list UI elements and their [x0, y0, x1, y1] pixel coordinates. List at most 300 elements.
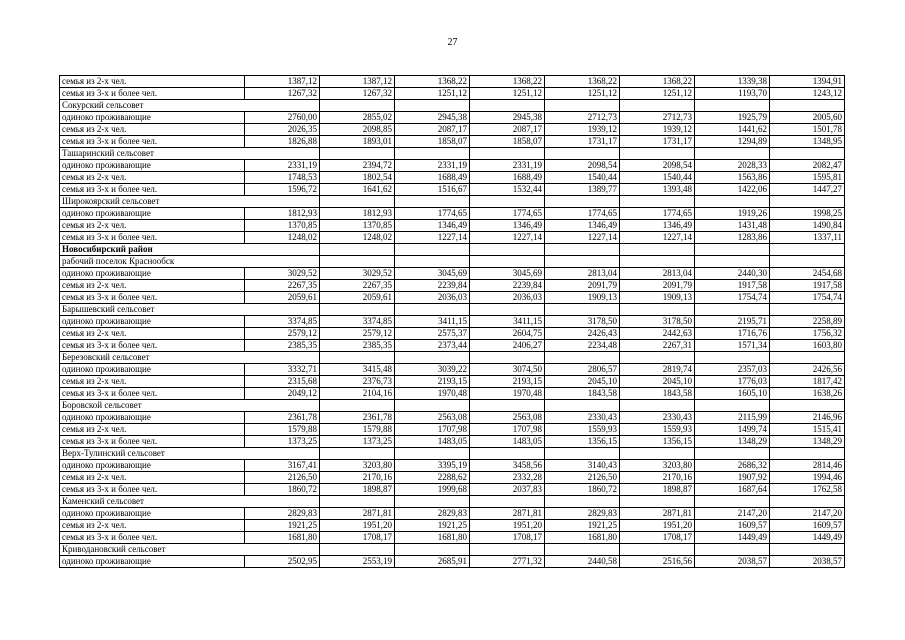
empty-cell — [470, 448, 545, 460]
value-cell: 2126,50 — [245, 472, 320, 484]
value-cell: 3395,19 — [395, 460, 470, 472]
empty-cell — [320, 304, 395, 316]
value-cell: 2829,83 — [395, 508, 470, 520]
empty-cell — [695, 100, 770, 112]
value-cell: 2288,62 — [395, 472, 470, 484]
value-cell: 2819,74 — [620, 364, 695, 376]
empty-cell — [770, 256, 845, 268]
table-row — [60, 484, 845, 496]
settlement-name: Ташаринский сельсовет — [60, 148, 245, 160]
empty-cell — [320, 100, 395, 112]
empty-cell — [245, 544, 320, 556]
empty-cell — [320, 544, 395, 556]
empty-cell — [620, 352, 695, 364]
household-category: одиноко проживающие — [60, 556, 245, 568]
empty-cell — [545, 196, 620, 208]
value-cell: 2813,04 — [545, 268, 620, 280]
value-cell: 2146,96 — [770, 412, 845, 424]
value-cell: 3411,15 — [470, 316, 545, 328]
value-cell: 1348,29 — [695, 436, 770, 448]
value-cell: 2126,50 — [545, 472, 620, 484]
value-cell: 2385,35 — [320, 340, 395, 352]
value-cell: 1688,49 — [470, 172, 545, 184]
value-cell: 1447,27 — [770, 184, 845, 196]
value-cell: 2579,12 — [245, 328, 320, 340]
value-cell: 1917,58 — [770, 280, 845, 292]
value-cell: 2331,19 — [245, 160, 320, 172]
empty-cell — [620, 304, 695, 316]
empty-cell — [620, 244, 695, 256]
household-category: семья из 2-х чел. — [60, 376, 245, 388]
empty-cell — [545, 256, 620, 268]
empty-cell — [545, 148, 620, 160]
settlement-header-row — [60, 100, 845, 112]
value-cell: 1776,03 — [695, 376, 770, 388]
household-category: одиноко проживающие — [60, 112, 245, 124]
value-cell: 2454,68 — [770, 268, 845, 280]
household-category: семья из 3-х и более чел. — [60, 292, 245, 304]
value-cell: 2553,19 — [320, 556, 395, 568]
empty-cell — [620, 256, 695, 268]
table-row — [60, 436, 845, 448]
value-cell: 2406,27 — [470, 340, 545, 352]
value-cell: 2814,46 — [770, 460, 845, 472]
value-cell: 2575,37 — [395, 328, 470, 340]
value-cell: 2760,00 — [245, 112, 320, 124]
value-cell: 2234,48 — [545, 340, 620, 352]
value-cell: 1283,86 — [695, 232, 770, 244]
empty-cell — [395, 100, 470, 112]
value-cell: 1774,65 — [470, 208, 545, 220]
settlement-name: Криводановский сельсовет — [60, 544, 245, 556]
empty-cell — [545, 400, 620, 412]
value-cell: 1515,41 — [770, 424, 845, 436]
value-cell: 3029,52 — [320, 268, 395, 280]
value-cell: 2813,04 — [620, 268, 695, 280]
value-cell: 1540,44 — [620, 172, 695, 184]
household-category: семья из 3-х и более чел. — [60, 136, 245, 148]
settlement-name: Березовский сельсовет — [60, 352, 245, 364]
household-category: семья из 3-х и более чел. — [60, 184, 245, 196]
value-cell: 2806,57 — [545, 364, 620, 376]
household-category: семья из 2-х чел. — [60, 328, 245, 340]
empty-cell — [620, 544, 695, 556]
value-cell: 2170,16 — [320, 472, 395, 484]
value-cell: 1227,14 — [395, 232, 470, 244]
empty-cell — [620, 100, 695, 112]
value-cell: 1609,57 — [695, 520, 770, 532]
value-cell: 1346,49 — [395, 220, 470, 232]
value-cell: 1483,05 — [395, 436, 470, 448]
value-cell: 1756,32 — [770, 328, 845, 340]
value-cell: 1227,14 — [470, 232, 545, 244]
value-cell: 1346,49 — [545, 220, 620, 232]
empty-cell — [620, 148, 695, 160]
value-cell: 2330,43 — [545, 412, 620, 424]
empty-cell — [620, 448, 695, 460]
value-cell: 2686,32 — [695, 460, 770, 472]
value-cell: 1754,74 — [695, 292, 770, 304]
value-cell: 2091,79 — [545, 280, 620, 292]
page-number: 27 — [447, 37, 458, 48]
value-cell: 2376,73 — [320, 376, 395, 388]
empty-cell — [470, 352, 545, 364]
value-cell: 1393,48 — [620, 184, 695, 196]
value-cell: 2945,38 — [395, 112, 470, 124]
value-cell: 1716,76 — [695, 328, 770, 340]
empty-cell — [245, 400, 320, 412]
empty-cell — [545, 544, 620, 556]
value-cell: 1251,12 — [545, 88, 620, 100]
value-cell: 1748,53 — [245, 172, 320, 184]
value-cell: 1951,20 — [320, 520, 395, 532]
value-cell: 2038,57 — [770, 556, 845, 568]
settlement-header-row — [60, 496, 845, 508]
empty-cell — [320, 244, 395, 256]
value-cell: 2871,81 — [470, 508, 545, 520]
value-cell: 2098,85 — [320, 124, 395, 136]
value-cell: 1681,80 — [245, 532, 320, 544]
value-cell: 1373,25 — [245, 436, 320, 448]
empty-cell — [695, 256, 770, 268]
value-cell: 1925,79 — [695, 112, 770, 124]
empty-cell — [395, 352, 470, 364]
household-category: одиноко проживающие — [60, 316, 245, 328]
value-cell: 1387,12 — [320, 76, 395, 88]
value-cell: 2426,43 — [545, 328, 620, 340]
value-cell: 1708,17 — [320, 532, 395, 544]
empty-cell — [695, 352, 770, 364]
value-cell: 1243,12 — [770, 88, 845, 100]
household-category: семья из 2-х чел. — [60, 424, 245, 436]
value-cell: 2059,61 — [320, 292, 395, 304]
household-category: одиноко проживающие — [60, 508, 245, 520]
value-cell: 1898,87 — [320, 484, 395, 496]
value-cell: 1826,88 — [245, 136, 320, 148]
table-row — [60, 160, 845, 172]
value-cell: 1193,70 — [695, 88, 770, 100]
value-cell: 2037,83 — [470, 484, 545, 496]
value-cell: 2604,75 — [470, 328, 545, 340]
value-cell: 2330,43 — [620, 412, 695, 424]
empty-cell — [620, 496, 695, 508]
settlement-header-row — [60, 448, 845, 460]
value-cell: 2712,73 — [545, 112, 620, 124]
table-row — [60, 328, 845, 340]
value-cell: 2516,56 — [620, 556, 695, 568]
empty-cell — [470, 244, 545, 256]
value-cell: 1251,12 — [395, 88, 470, 100]
value-cell: 1708,17 — [470, 532, 545, 544]
value-cell: 2685,91 — [395, 556, 470, 568]
value-cell: 1532,44 — [470, 184, 545, 196]
table-row — [60, 112, 845, 124]
value-cell: 1267,32 — [320, 88, 395, 100]
value-cell: 1370,85 — [320, 220, 395, 232]
value-cell: 2087,17 — [470, 124, 545, 136]
value-cell: 1579,88 — [320, 424, 395, 436]
value-cell: 1843,58 — [620, 388, 695, 400]
value-cell: 1251,12 — [470, 88, 545, 100]
value-cell: 1687,64 — [695, 484, 770, 496]
empty-cell — [770, 352, 845, 364]
value-cell: 2945,38 — [470, 112, 545, 124]
table-row — [60, 472, 845, 484]
value-cell: 2771,32 — [470, 556, 545, 568]
table-row — [60, 268, 845, 280]
table-row — [60, 556, 845, 568]
empty-cell — [395, 544, 470, 556]
household-category: одиноко проживающие — [60, 208, 245, 220]
household-category: одиноко проживающие — [60, 268, 245, 280]
value-cell: 1559,93 — [620, 424, 695, 436]
empty-cell — [695, 304, 770, 316]
value-cell: 3167,41 — [245, 460, 320, 472]
value-cell: 1774,65 — [545, 208, 620, 220]
value-cell: 2036,03 — [395, 292, 470, 304]
value-cell: 1893,01 — [320, 136, 395, 148]
household-category: семья из 3-х и более чел. — [60, 340, 245, 352]
empty-cell — [245, 148, 320, 160]
empty-cell — [695, 544, 770, 556]
empty-cell — [245, 256, 320, 268]
empty-cell — [470, 496, 545, 508]
value-cell: 2267,35 — [320, 280, 395, 292]
table-row — [60, 340, 845, 352]
empty-cell — [395, 400, 470, 412]
value-cell: 2871,81 — [320, 508, 395, 520]
table-row — [60, 460, 845, 472]
value-cell: 1994,46 — [770, 472, 845, 484]
value-cell: 1802,54 — [320, 172, 395, 184]
value-cell: 1441,62 — [695, 124, 770, 136]
empty-cell — [470, 256, 545, 268]
value-cell: 1970,48 — [395, 388, 470, 400]
value-cell: 3411,15 — [395, 316, 470, 328]
value-cell: 1917,58 — [695, 280, 770, 292]
empty-cell — [770, 304, 845, 316]
value-cell: 1483,05 — [470, 436, 545, 448]
value-cell: 1951,20 — [620, 520, 695, 532]
settlement-name: Боровской сельсовет — [60, 400, 245, 412]
table-row — [60, 508, 845, 520]
value-cell: 2855,02 — [320, 112, 395, 124]
value-cell: 1970,48 — [470, 388, 545, 400]
value-cell: 2361,78 — [320, 412, 395, 424]
value-cell: 3178,50 — [545, 316, 620, 328]
district-header-row — [60, 244, 845, 256]
settlement-name: Каменский сельсовет — [60, 496, 245, 508]
settlement-name: Верх-Тулинский сельсовет — [60, 448, 245, 460]
table-row — [60, 172, 845, 184]
empty-cell — [620, 400, 695, 412]
value-cell: 1422,06 — [695, 184, 770, 196]
empty-cell — [320, 448, 395, 460]
value-cell: 2440,30 — [695, 268, 770, 280]
empty-cell — [545, 244, 620, 256]
value-cell: 1609,57 — [770, 520, 845, 532]
value-cell: 2170,16 — [620, 472, 695, 484]
value-cell: 2115,99 — [695, 412, 770, 424]
value-cell: 2239,84 — [395, 280, 470, 292]
value-cell: 1394,91 — [770, 76, 845, 88]
table-row — [60, 184, 845, 196]
value-cell: 2087,17 — [395, 124, 470, 136]
value-cell: 3415,48 — [320, 364, 395, 376]
value-cell: 1681,80 — [395, 532, 470, 544]
empty-cell — [395, 304, 470, 316]
empty-cell — [395, 256, 470, 268]
empty-cell — [245, 100, 320, 112]
value-cell: 1858,07 — [395, 136, 470, 148]
value-cell: 3458,56 — [470, 460, 545, 472]
value-cell: 2098,54 — [545, 160, 620, 172]
value-cell: 3074,50 — [470, 364, 545, 376]
empty-cell — [545, 100, 620, 112]
empty-cell — [470, 304, 545, 316]
value-cell: 1368,22 — [395, 76, 470, 88]
empty-cell — [695, 244, 770, 256]
value-cell: 1638,26 — [770, 388, 845, 400]
value-cell: 1708,17 — [620, 532, 695, 544]
value-cell: 2332,28 — [470, 472, 545, 484]
table-row — [60, 520, 845, 532]
empty-cell — [320, 196, 395, 208]
table-row — [60, 76, 845, 88]
value-cell: 2361,78 — [245, 412, 320, 424]
value-cell: 2104,16 — [320, 388, 395, 400]
value-cell: 1909,13 — [545, 292, 620, 304]
value-cell: 1707,98 — [470, 424, 545, 436]
empty-cell — [770, 148, 845, 160]
value-cell: 1898,87 — [620, 484, 695, 496]
value-cell: 1939,12 — [545, 124, 620, 136]
empty-cell — [770, 100, 845, 112]
value-cell: 2038,57 — [695, 556, 770, 568]
value-cell: 2098,54 — [620, 160, 695, 172]
value-cell: 1373,25 — [320, 436, 395, 448]
value-cell: 1248,02 — [320, 232, 395, 244]
table-row — [60, 136, 845, 148]
value-cell: 1348,95 — [770, 136, 845, 148]
value-cell: 1909,13 — [620, 292, 695, 304]
empty-cell — [245, 352, 320, 364]
empty-cell — [320, 256, 395, 268]
value-cell: 1251,12 — [620, 88, 695, 100]
value-cell: 2059,61 — [245, 292, 320, 304]
empty-cell — [770, 544, 845, 556]
value-cell: 1348,29 — [770, 436, 845, 448]
value-cell: 1449,49 — [770, 532, 845, 544]
empty-cell — [545, 448, 620, 460]
table-row — [60, 316, 845, 328]
value-cell: 1294,89 — [695, 136, 770, 148]
settlement-header-row — [60, 352, 845, 364]
table-row — [60, 88, 845, 100]
value-cell: 1754,74 — [770, 292, 845, 304]
value-cell: 1817,42 — [770, 376, 845, 388]
value-cell: 2440,58 — [545, 556, 620, 568]
value-cell: 2195,71 — [695, 316, 770, 328]
value-cell: 2258,89 — [770, 316, 845, 328]
value-cell: 3374,85 — [245, 316, 320, 328]
settlement-name: Сокурский сельсовет — [60, 100, 245, 112]
empty-cell — [470, 100, 545, 112]
table-row — [60, 424, 845, 436]
value-cell: 1951,20 — [470, 520, 545, 532]
value-cell: 1731,17 — [620, 136, 695, 148]
empty-cell — [770, 196, 845, 208]
settlement-name: рабочий поселок Краснообск — [60, 256, 245, 268]
value-cell: 1707,98 — [395, 424, 470, 436]
value-cell: 2579,12 — [320, 328, 395, 340]
value-cell: 1762,58 — [770, 484, 845, 496]
value-cell: 2331,19 — [395, 160, 470, 172]
value-cell: 1499,74 — [695, 424, 770, 436]
value-cell: 2082,47 — [770, 160, 845, 172]
value-cell: 1346,49 — [620, 220, 695, 232]
value-cell: 1501,78 — [770, 124, 845, 136]
household-category: семья из 3-х и более чел. — [60, 436, 245, 448]
value-cell: 3178,50 — [620, 316, 695, 328]
value-cell: 1921,25 — [545, 520, 620, 532]
value-cell: 2036,03 — [470, 292, 545, 304]
value-cell: 2045,10 — [545, 376, 620, 388]
table-row — [60, 412, 845, 424]
value-cell: 3374,85 — [320, 316, 395, 328]
empty-cell — [470, 544, 545, 556]
value-cell: 2315,68 — [245, 376, 320, 388]
household-category: семья из 2-х чел. — [60, 472, 245, 484]
value-cell: 1368,22 — [470, 76, 545, 88]
value-cell: 3045,69 — [470, 268, 545, 280]
empty-cell — [320, 352, 395, 364]
value-cell: 2502,95 — [245, 556, 320, 568]
value-cell: 1370,85 — [245, 220, 320, 232]
empty-cell — [320, 400, 395, 412]
settlement-name: Барышевский сельсовет — [60, 304, 245, 316]
value-cell: 2385,35 — [245, 340, 320, 352]
empty-cell — [395, 196, 470, 208]
value-cell: 1907,92 — [695, 472, 770, 484]
empty-cell — [245, 448, 320, 460]
value-cell: 2357,03 — [695, 364, 770, 376]
value-cell: 3039,22 — [395, 364, 470, 376]
household-category: семья из 2-х чел. — [60, 76, 245, 88]
household-category: одиноко проживающие — [60, 160, 245, 172]
settlement-header-row — [60, 304, 845, 316]
value-cell: 1919,26 — [695, 208, 770, 220]
value-cell: 1605,10 — [695, 388, 770, 400]
value-cell: 3332,71 — [245, 364, 320, 376]
value-cell: 2373,44 — [395, 340, 470, 352]
empty-cell — [395, 148, 470, 160]
empty-cell — [395, 496, 470, 508]
household-category: семья из 2-х чел. — [60, 172, 245, 184]
table-row — [60, 208, 845, 220]
household-category: семья из 3-х и более чел. — [60, 388, 245, 400]
settlement-name: Широкоярский сельсовет — [60, 196, 245, 208]
table-row — [60, 220, 845, 232]
value-cell: 2829,83 — [545, 508, 620, 520]
household-category: семья из 2-х чел. — [60, 124, 245, 136]
empty-cell — [770, 400, 845, 412]
empty-cell — [695, 400, 770, 412]
empty-cell — [770, 496, 845, 508]
value-cell: 2026,35 — [245, 124, 320, 136]
empty-cell — [695, 196, 770, 208]
value-cell: 2193,15 — [395, 376, 470, 388]
